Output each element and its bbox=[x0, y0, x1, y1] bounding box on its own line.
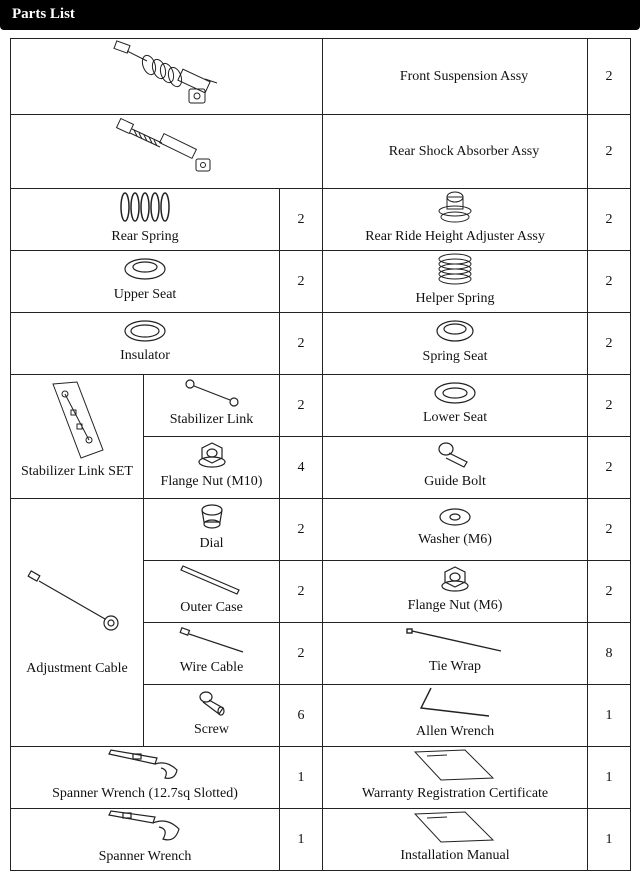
part-name: Front Suspension Assy bbox=[323, 39, 588, 115]
wire-cable-icon bbox=[177, 626, 247, 656]
part-qty: 2 bbox=[280, 375, 323, 437]
part-qty: 2 bbox=[588, 375, 631, 437]
part-name: Helper Spring bbox=[415, 291, 495, 306]
part-qty: 4 bbox=[280, 437, 323, 499]
part-qty: 2 bbox=[280, 251, 323, 313]
screw-icon bbox=[197, 688, 227, 718]
guide-bolt-icon bbox=[437, 440, 473, 470]
part-name: Upper Seat bbox=[113, 287, 177, 302]
part-qty: 2 bbox=[588, 115, 631, 189]
part-name: Wire Cable bbox=[179, 660, 244, 675]
installation-manual-icon bbox=[413, 810, 497, 844]
rear-spring-icon bbox=[115, 189, 175, 225]
parts-table bbox=[10, 38, 631, 871]
front-suspension-illustration bbox=[11, 39, 323, 115]
upper-seat-icon bbox=[123, 255, 167, 283]
part-name: Flange Nut (M6) bbox=[407, 598, 503, 613]
outer-case-icon bbox=[177, 562, 247, 596]
part-qty: 2 bbox=[280, 623, 323, 685]
dial-icon bbox=[197, 502, 227, 532]
part-name: Stabilizer Link bbox=[169, 412, 254, 427]
part-qty: 2 bbox=[588, 313, 631, 375]
part-qty: 2 bbox=[280, 313, 323, 375]
part-name: Outer Case bbox=[180, 600, 243, 615]
table-row bbox=[11, 251, 631, 313]
tie-wrap-icon bbox=[405, 627, 505, 655]
part-qty: 2 bbox=[588, 561, 631, 623]
part-name: Guide Bolt bbox=[424, 474, 486, 489]
part-qty: 2 bbox=[588, 39, 631, 115]
part-name: Allen Wrench bbox=[415, 724, 495, 739]
part-qty: 1 bbox=[588, 809, 631, 871]
table-row bbox=[11, 499, 631, 561]
part-name: Rear Shock Absorber Assy bbox=[323, 115, 588, 189]
part-qty: 8 bbox=[588, 623, 631, 685]
stabilizer-link-icon bbox=[182, 378, 242, 408]
rear-shock-illustration bbox=[11, 115, 323, 189]
part-name: Stabilizer Link SET bbox=[21, 463, 133, 479]
part-name: Washer (M6) bbox=[418, 532, 492, 547]
part-name: Warranty Registration Certificate bbox=[361, 786, 549, 801]
part-qty: 2 bbox=[588, 437, 631, 499]
rear-shock-icon bbox=[112, 115, 222, 183]
part-name: Tie Wrap bbox=[429, 659, 481, 674]
part-name: Spanner Wrench bbox=[98, 849, 192, 864]
part-name: Adjustment Cable bbox=[26, 660, 128, 676]
part-qty: 2 bbox=[280, 561, 323, 623]
part-qty: 1 bbox=[588, 685, 631, 747]
part-qty: 2 bbox=[588, 189, 631, 251]
part-name: Installation Manual bbox=[400, 848, 510, 863]
part-qty: 1 bbox=[280, 747, 323, 809]
table-row bbox=[11, 809, 631, 871]
part-name: Screw bbox=[194, 722, 229, 737]
part-name: Spring Seat bbox=[422, 349, 488, 364]
part-qty: 1 bbox=[280, 809, 323, 871]
part-name: Flange Nut (M10) bbox=[160, 474, 263, 489]
helper-spring-icon bbox=[435, 251, 475, 287]
part-qty: 1 bbox=[588, 747, 631, 809]
spanner-wrench-slotted-icon bbox=[105, 748, 185, 782]
part-qty: 2 bbox=[280, 189, 323, 251]
stabilizer-link-set-icon bbox=[47, 380, 107, 460]
table-row bbox=[11, 313, 631, 375]
warranty-certificate-icon bbox=[413, 748, 497, 782]
lower-seat-icon bbox=[433, 380, 477, 406]
part-qty: 6 bbox=[280, 685, 323, 747]
part-name: Spanner Wrench (12.7sq Slotted) bbox=[52, 786, 238, 801]
part-name: Insulator bbox=[120, 348, 170, 363]
table-row bbox=[11, 115, 631, 189]
washer-m6-icon bbox=[438, 506, 472, 528]
adjustment-cable-icon bbox=[27, 569, 127, 639]
spring-seat-icon bbox=[433, 317, 477, 345]
allen-wrench-icon bbox=[415, 686, 495, 720]
part-qty: 2 bbox=[588, 499, 631, 561]
part-qty: 2 bbox=[588, 251, 631, 313]
ride-height-adjuster-icon bbox=[435, 189, 475, 225]
part-name: Dial bbox=[199, 536, 224, 551]
spanner-wrench-icon bbox=[105, 809, 185, 845]
front-suspension-icon bbox=[107, 39, 227, 109]
table-row bbox=[11, 189, 631, 251]
flange-nut-m6-icon bbox=[440, 564, 470, 594]
insulator-icon bbox=[123, 318, 167, 344]
flange-nut-m10-icon bbox=[197, 440, 227, 470]
part-name: Rear Ride Height Adjuster Assy bbox=[365, 229, 545, 244]
table-row bbox=[11, 747, 631, 809]
part-name: Rear Spring bbox=[111, 229, 179, 244]
section-title: Parts List bbox=[12, 6, 75, 22]
section-header bbox=[0, 0, 640, 30]
table-row bbox=[11, 39, 631, 115]
part-qty: 2 bbox=[280, 499, 323, 561]
table-row bbox=[11, 375, 631, 437]
part-name: Lower Seat bbox=[422, 410, 488, 425]
